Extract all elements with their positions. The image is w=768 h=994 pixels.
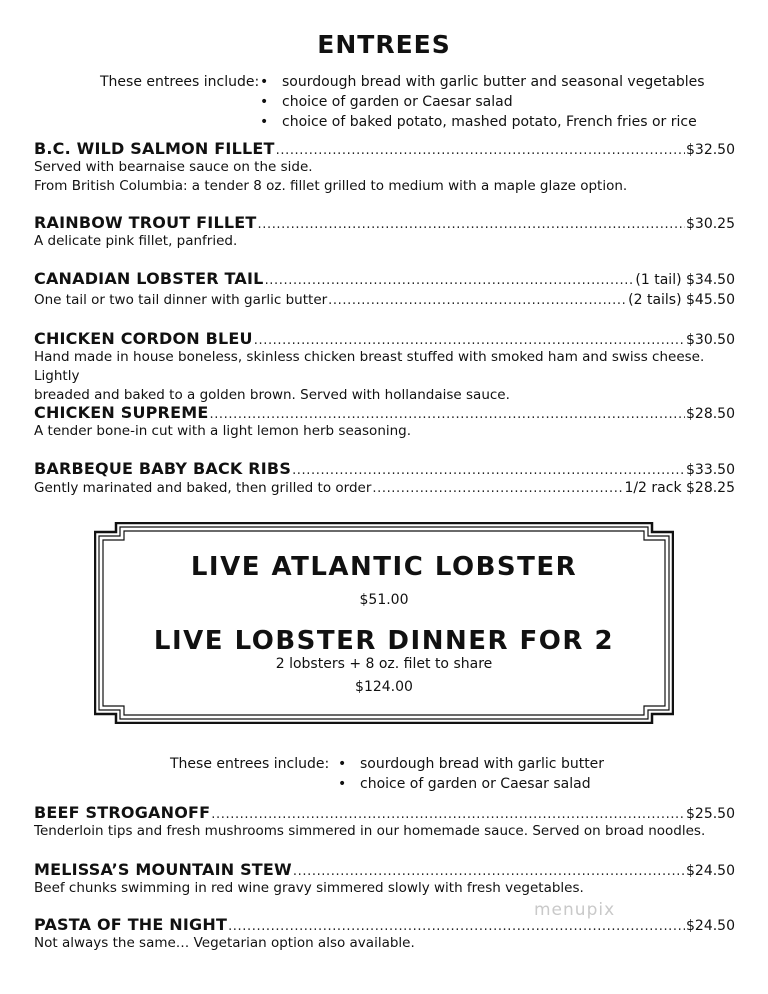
item-price: (2 tails) $45.50 — [628, 292, 735, 308]
item-name: MELISSA’S MOUNTAIN STEW — [34, 860, 292, 879]
watermark-logo: menupix — [534, 900, 616, 920]
item-price: (1 tail) $34.50 — [635, 272, 735, 288]
item-description: breaded and baked to a golden brown. Served with hollandaise sauce. — [34, 387, 510, 403]
menu-item-trout — [34, 213, 735, 251]
item-name: B.C. WILD SALMON FILLET — [34, 139, 275, 158]
item-description: Gently marinated and baked, then grilled to order — [34, 480, 372, 496]
item-price: $33.50 — [686, 462, 735, 478]
lobster-price: $51.00 — [359, 592, 409, 608]
lobster-dinner-description: 2 lobsters + 8 oz. filet to share — [275, 656, 493, 672]
includes-item: • choice of garden or Caesar salad — [338, 774, 604, 794]
includes-item: • choice of garden or Caesar salad — [260, 92, 705, 112]
includes-block — [100, 72, 705, 132]
includes-list — [260, 72, 705, 132]
item-price: $24.50 — [686, 918, 735, 934]
page-title: ENTREES — [317, 30, 451, 59]
dot-leader — [276, 143, 685, 158]
item-price: $32.50 — [686, 142, 735, 158]
menu-item-stroganoff — [34, 803, 735, 841]
item-description: Tenderloin tips and fresh mushrooms simmered in our homemade sauce. Served on broad noodles. — [34, 823, 706, 839]
lobster-feature-box — [94, 522, 674, 724]
dot-leader — [254, 333, 685, 348]
item-description: Served with bearnaise sauce on the side. — [34, 159, 313, 175]
item-description: Beef chunks swimming in red wine gravy simmered slowly with fresh vegetables. — [34, 880, 584, 896]
lobster-title: LIVE ATLANTIC LOBSTER — [190, 552, 578, 582]
item-description: One tail or two tail dinner with garlic butter — [34, 292, 328, 308]
includes-label: These entrees include: — [100, 74, 260, 90]
dot-leader — [372, 479, 623, 498]
item-name: PASTA OF THE NIGHT — [34, 915, 228, 934]
menu-item-lobster-tail — [34, 269, 735, 310]
item-description: A delicate pink fillet, panfried. — [34, 233, 238, 249]
item-name: BEEF STROGANOFF — [34, 803, 211, 822]
item-price: $25.50 — [686, 806, 735, 822]
item-price: $30.50 — [686, 332, 735, 348]
includes-list — [338, 754, 604, 794]
item-description: Not always the same… Vegetarian option also available. — [34, 935, 415, 951]
lobster-dinner-title: LIVE LOBSTER DINNER FOR 2 — [153, 626, 615, 656]
dot-leader — [328, 291, 627, 310]
item-name: BARBEQUE BABY BACK RIBS — [34, 459, 292, 478]
item-name: RAINBOW TROUT FILLET — [34, 213, 257, 232]
dot-leader — [265, 273, 635, 288]
item-price: $24.50 — [686, 863, 735, 879]
item-description: Hand made in house boneless, skinless chicken breast stuffed with smoked ham and swiss cheese. Lightly — [34, 349, 705, 384]
includes-item: • sourdough bread with garlic butter — [338, 754, 604, 774]
menu-item-mountain-stew — [34, 860, 735, 898]
item-description: From British Columbia: a tender 8 oz. fillet grilled to medium with a maple glaze option. — [34, 178, 628, 194]
menu-item-salmon — [34, 139, 735, 196]
item-price: $28.50 — [686, 406, 735, 422]
menu-item-cordon-bleu — [34, 329, 735, 405]
item-description: A tender bone-in cut with a light lemon herb seasoning. — [34, 423, 412, 439]
dot-leader — [209, 407, 685, 422]
dot-leader — [211, 807, 685, 822]
item-name: CANADIAN LOBSTER TAIL — [34, 269, 264, 288]
item-price: $30.25 — [686, 216, 735, 232]
dot-leader — [228, 919, 685, 934]
item-price: 1/2 rack $28.25 — [624, 480, 735, 496]
dot-leader — [292, 463, 685, 478]
menu-item-chicken-supreme — [34, 403, 735, 441]
includes-item: • sourdough bread with garlic butter and seasonal vegetables — [260, 72, 705, 92]
menu-item-pasta — [34, 915, 735, 953]
item-name: CHICKEN SUPREME — [34, 403, 209, 422]
item-name: CHICKEN CORDON BLEU — [34, 329, 253, 348]
dot-leader — [258, 217, 686, 232]
includes-block — [170, 754, 670, 794]
includes-label: These entrees include: — [170, 756, 330, 772]
menu-item-ribs — [34, 459, 735, 498]
lobster-dinner-price: $124.00 — [355, 679, 413, 695]
includes-item: • choice of baked potato, mashed potato, French fries or rice — [260, 112, 705, 132]
dot-leader — [293, 864, 685, 879]
